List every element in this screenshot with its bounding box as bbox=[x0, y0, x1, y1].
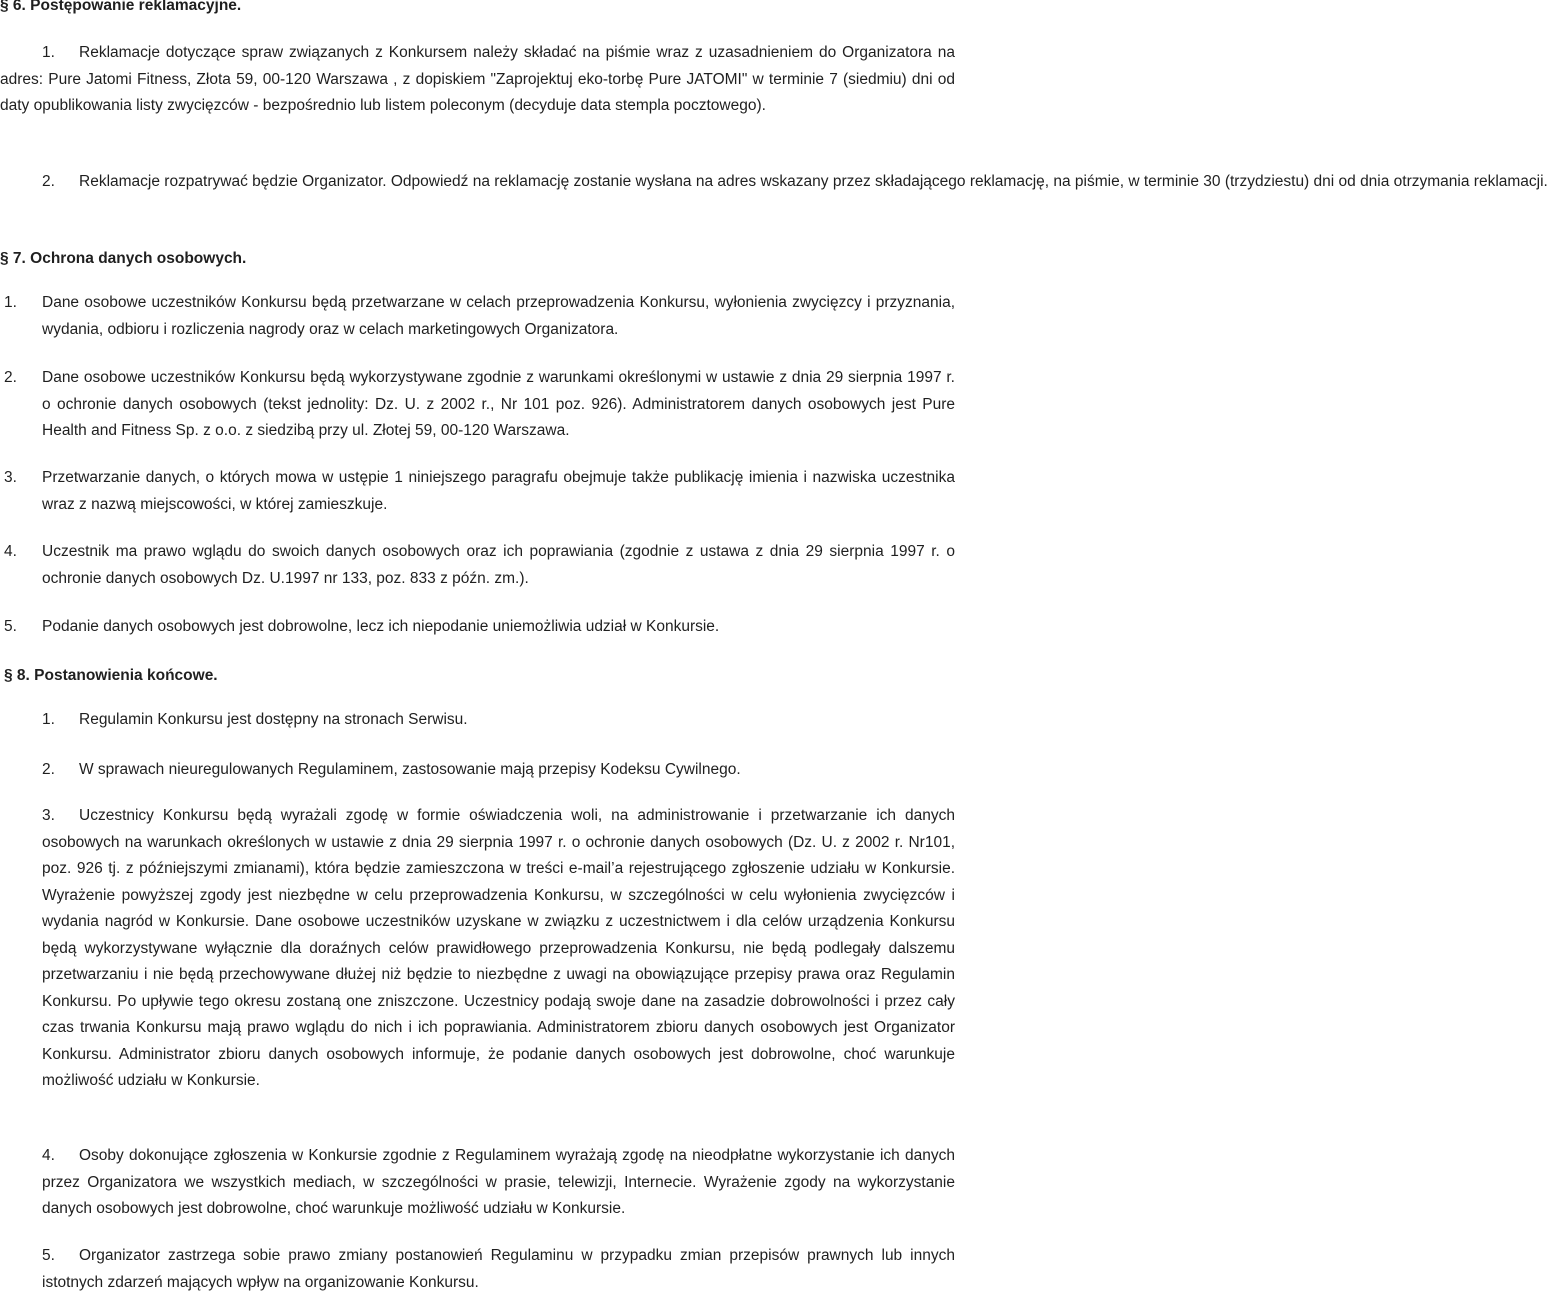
item-text: Osoby dokonujące zgłoszenia w Konkursie zgodnie z Regulaminem wyrażają zgodę na nieodpłatne wykorzystanie ich danych przez Organizatora we wszystkich mediach, w szczególności w prasie, telewizji, Internecie. Wyrażenie zgody na wykorzystanie danych osobowych jest dobrowolne, choć warunkuje możliwość udziału w Konkursie. bbox=[42, 1147, 955, 1217]
section-8-item-1 bbox=[42, 707, 952, 734]
item-number: 3. bbox=[42, 807, 55, 824]
section-7-item-2 bbox=[4, 365, 955, 445]
section-6-heading: § 6. Postępowanie reklamacyjne. bbox=[0, 0, 242, 14]
section-8-item-5 bbox=[42, 1243, 955, 1296]
item-number: 1. bbox=[4, 294, 17, 311]
item-number: 5. bbox=[42, 1247, 55, 1264]
item-number: 3. bbox=[4, 469, 17, 486]
item-text: Uczestnicy Konkursu będą wyrażali zgodę w formie oświadczenia woli, na administrowanie i przetwarzanie ich danych osobowych na warunkach określonych w ustawie z dnia 29 sierpnia 1997 r. o ochronie danych osobowych (Dz. U. z 2002 r. Nr101, poz. 926 tj. z późniejszymi zmianami), która będzie zamieszczona w treści e-mail’a rejestrującego zgłoszenie udziału w Konkursie. Wyrażenie powyższej zgody jest niezbędne w celu przeprowadzenia Konkursu, w szczególności w celu wyłonienia zwycięzców i wydania nagród w Konkursie. Dane osobowe uczestników uzyskane w związku z uczestnictwem i dla celów urządzenia Konkursu będą wykorzystywane wyłącznie dla doraźnych celów prawidłowego przeprowadzenia Konkursu, nie będą podlegały dalszemu przetwarzaniu i nie będą przechowywane dłużej niż będzie to niezbędne z uwagi na obowiązujące przepisy prawa oraz Regulamin Konkursu. Po upływie tego okresu zostaną one zniszczone. Uczestnicy podają swoje dane na zasadzie dobrowolności i przez cały czas trwania Konkursu mają prawo wglądu do nich i ich poprawiania. Administratorem zbioru danych osobowych jest Organizator Konkursu. Administrator zbioru danych osobowych informuje, że podanie danych osobowych jest dobrowolne, choć warunkuje możliwość udziału w Konkursie. bbox=[42, 807, 955, 1089]
section-7-item-5 bbox=[4, 614, 955, 641]
item-number: 4. bbox=[4, 543, 17, 560]
section-7-heading: § 7. Ochrona danych osobowych. bbox=[0, 250, 247, 267]
item-number: 2. bbox=[4, 369, 17, 386]
section-7-item-3 bbox=[4, 465, 955, 518]
item-text: Podanie danych osobowych jest dobrowolne, lecz ich niepodanie uniemożliwia udział w Konkursie. bbox=[42, 618, 720, 635]
item-text: Reklamacje dotyczące spraw związanych z Konkursem należy składać na piśmie wraz z uzasadnieniem do Organizatora na adres: Pure Jatomi Fitness, Złota 59, 00-120 Warszawa , z dopiskiem "Zaprojektuj eko-torbę Pure JATOMI" w terminie 7 (siedmiu) dni od daty opublikowania listy zwycięzców - bezpośrednio lub listem poleconym (decyduje data stempla pocztowego). bbox=[0, 44, 955, 114]
item-number: 1. bbox=[42, 711, 55, 728]
section-8-item-3 bbox=[42, 803, 955, 1095]
section-7-item-4 bbox=[4, 539, 955, 592]
item-text: Dane osobowe uczestników Konkursu będą przetwarzane w celach przeprowadzenia Konkursu, wyłonienia zwycięzcy i przyznania, wydania, odbioru i rozliczenia nagrody oraz w celach marketingowych Organizatora. bbox=[42, 294, 955, 338]
item-text: Przetwarzanie danych, o których mowa w ustępie 1 niniejszego paragrafu obejmuje także publikację imienia i nazwiska uczestnika wraz z nazwą miejscowości, w której zamieszkuje. bbox=[42, 469, 955, 513]
item-text: Dane osobowe uczestników Konkursu będą wykorzystywane zgodnie z warunkami określonymi w ustawie z dnia 29 sierpnia 1997 r. o ochronie danych osobowych (tekst jednolity: Dz. U. z 2002 r., Nr 101 poz. 926). Administratorem danych osobowych jest Pure Health and Fitness Sp. z o.o. z siedzibą przy ul. Złotej 59, 00-120 Warszawa. bbox=[42, 369, 955, 439]
item-number: 2. bbox=[42, 173, 55, 190]
section-7-item-1 bbox=[4, 290, 955, 343]
section-8-item-4 bbox=[42, 1143, 955, 1223]
section-8-item-2 bbox=[42, 757, 952, 784]
section-6-item-1 bbox=[0, 40, 955, 120]
item-text: Regulamin Konkursu jest dostępny na stronach Serwisu. bbox=[79, 711, 468, 728]
section-8-heading: § 8. Postanowienia końcowe. bbox=[4, 667, 218, 684]
item-number: 4. bbox=[42, 1147, 55, 1164]
item-number: 5. bbox=[4, 618, 17, 635]
item-text: Uczestnik ma prawo wglądu do swoich danych osobowych oraz ich poprawiania (zgodnie z ustawa z dnia 29 sierpnia 1997 r. o ochronie danych osobowych Dz. U.1997 nr 133, poz. 833 z późn. zm.). bbox=[42, 543, 955, 587]
item-text: Organizator zastrzega sobie prawo zmiany postanowień Regulaminu w przypadku zmian przepisów prawnych lub innych istotnych zdarzeń mających wpływ na organizowanie Konkursu. bbox=[42, 1247, 955, 1291]
item-number: 1. bbox=[42, 44, 55, 61]
item-text: W sprawach nieuregulowanych Regulaminem, zastosowanie mają przepisy Kodeksu Cywilnego. bbox=[79, 761, 741, 778]
item-text: Reklamacje rozpatrywać będzie Organizator. Odpowiedź na reklamację zostanie wysłana na adres wskazany przez składającego reklamację, na piśmie, w terminie 30 (trzydziestu) dni od dnia otrzymania reklamacji. bbox=[79, 173, 1548, 190]
item-number: 2. bbox=[42, 761, 55, 778]
section-6-item-2 bbox=[42, 169, 1548, 196]
